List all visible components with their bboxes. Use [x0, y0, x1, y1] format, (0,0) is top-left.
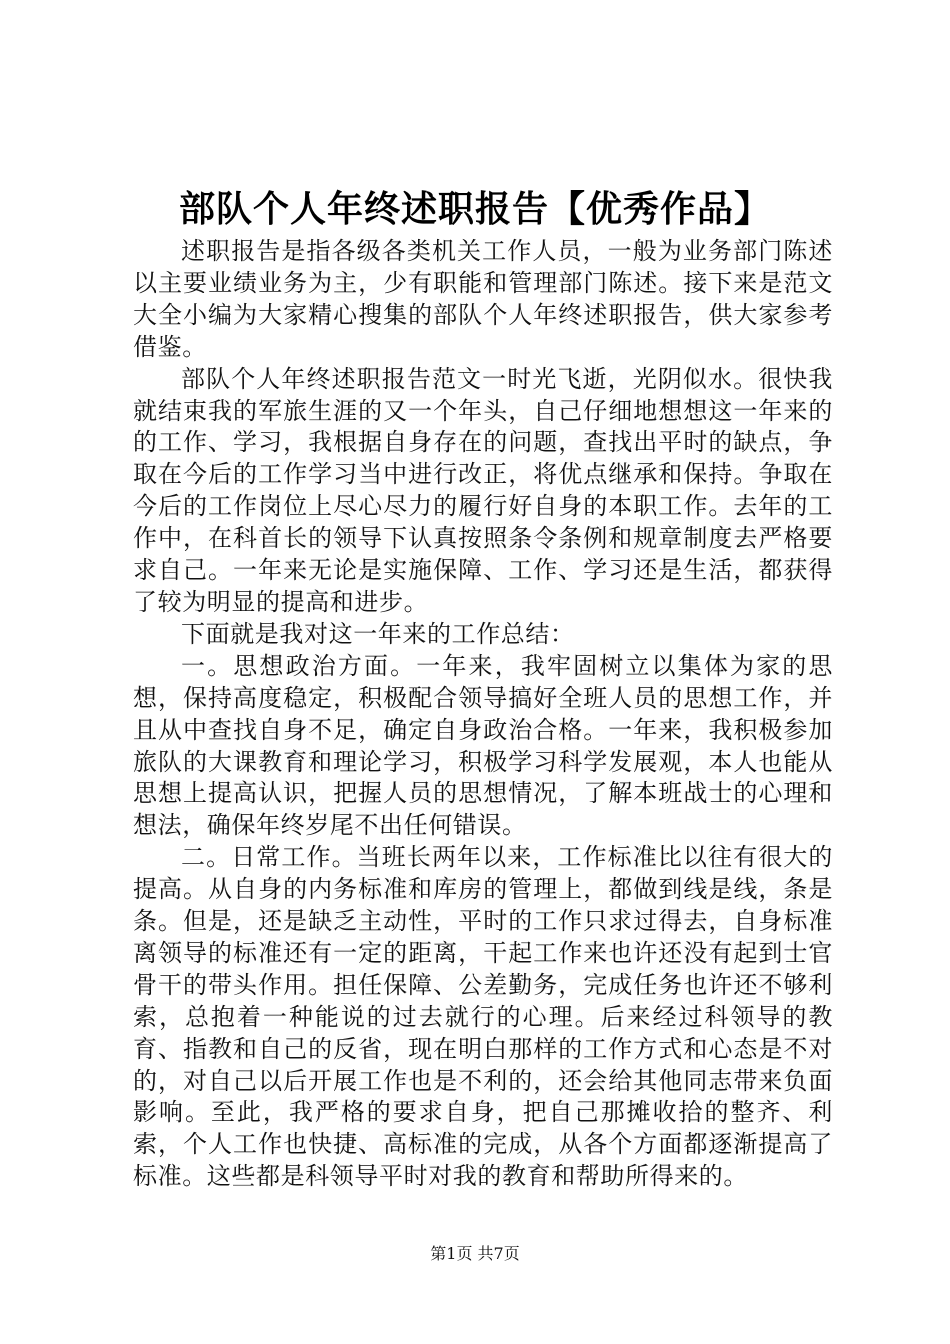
page-indicator: 第1页 共7页 — [430, 1244, 520, 1263]
document-body — [133, 236, 833, 1193]
paragraph-daily-work: 二。日常工作。当班长两年以来，工作标准比以往有很大的提高。从自身的内务标准和库房的管理上，都做到线是线，条是条。但是，还是缺乏主动性，平时的工作只求过得去，自身标准离领导的标准还有一定的距离，干起工作来也许还没有起到士官骨干的带头作用。担任保障、公差勤务，完成任务也许还不够利索，总抱着一种能说的过去就行的心理。后来经过科领导的教育、指教和自己的反省，现在明白那样的工作方式和心态是不对的，对自己以后开展工作也是不利的，还会给其他同志带来负面影响。至此，我严格的要求自身，把自己那摊收拾的整齐、利索，个人工作也快捷、高标准的完成，从各个方面都逐渐提高了标准。这些都是科领导平时对我的教育和帮助所得来的。 — [133, 843, 833, 1191]
paragraph-political-thought: 一。思想政治方面。一年来，我牢固树立以集体为家的思想，保持高度稳定，积极配合领导搞好全班人员的思想工作，并且从中查找自身不足，确定自身政治合格。一年来，我积极参加旅队的大课教育和理论学习，积极学习科学发展观，本人也能从思想上提高认识，把握人员的思想情况，了解本班战士的心理和想法，确保年终岁尾不出任何错误。 — [133, 651, 833, 840]
paragraph-intro: 述职报告是指各级各类机关工作人员，一般为业务部门陈述以主要业绩业务为主，少有职能和管理部门陈述。接下来是范文大全小编为大家精心搜集的部队个人年终述职报告，供大家参考借鉴。 — [133, 237, 833, 361]
document-title: 部队个人年终述职报告【优秀作品】 — [178, 188, 771, 230]
paragraph-opening: 部队个人年终述职报告范文一时光飞逝，光阴似水。很快我就结束我的军旅生涯的又一个年头，自己仔细地想想这一年来的的工作、学习，我根据自身存在的问题，查找出平时的缺点，争取在今后的工作学习当中进行改正，将优点继承和保持。争取在今后的工作岗位上尽心尽力的履行好自身的本职工作。去年的工作中，在科首长的领导下认真按照条令条例和规章制度去严格要求自己。一年来无论是实施保障、工作、学习还是生活，都获得了较为明显的提高和进步。 — [133, 364, 833, 616]
paragraph-summary-lead: 下面就是我对这一年来的工作总结： — [181, 619, 575, 648]
